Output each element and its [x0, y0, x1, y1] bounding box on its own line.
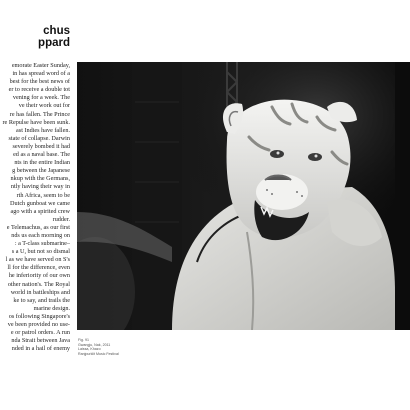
caption-credit: Laissa, Khazo: [78, 347, 101, 352]
photo-caption: [78, 338, 158, 356]
body-text-line: : a T-class submarine–: [14, 240, 70, 248]
body-text-line: rudder.: [52, 215, 70, 223]
body-text-line: ago with a spirited crew: [10, 207, 70, 215]
chapter-title-line-1: chus: [43, 25, 70, 37]
body-text-line: s a U, but not so dismal: [11, 248, 70, 256]
body-text-line: state of collapse. Darwin: [8, 134, 70, 142]
body-text-line: nts in the entire Indian: [14, 159, 70, 167]
caption-location: Gwangju, Nak, 2011: [78, 342, 111, 347]
body-text-line: ntly having their way in: [10, 183, 70, 191]
body-text-line: ll for the difference, even: [7, 264, 70, 272]
body-text-line: he inferiority of our own: [8, 272, 70, 280]
body-text-line: other nation's. The Royal: [7, 280, 70, 288]
body-text-line: severely bombed it had: [12, 142, 70, 150]
body-text-line: ed as a naval base. The: [13, 151, 70, 159]
body-text-line: vening for a week. The: [12, 94, 70, 102]
body-text-line: e or patrol orders. A run: [10, 329, 70, 337]
body-text-line: emorate Easter Sunday,: [11, 62, 70, 69]
body-text-line: in has spread word of a: [12, 70, 70, 78]
body-text-line: best for the best news of: [9, 78, 70, 86]
body-text-line: re Repulse have been sunk.: [2, 118, 70, 126]
body-text-line: world in battleships and: [10, 288, 70, 296]
body-text-line: e Telemachus, as our first: [6, 223, 70, 231]
body-text-line: nkup with the Germans,: [10, 175, 70, 183]
body-text-line: nded in a hail of enemy: [11, 345, 70, 353]
body-text-line: nda Strait between Java: [11, 337, 70, 345]
body-text-column: [0, 62, 70, 372]
body-text-line: re has fallen. The Prince: [9, 110, 70, 118]
body-text-line: g between the Japanese: [12, 167, 70, 175]
tiger-mascot-photo: [77, 62, 410, 330]
body-text-line: er to receive a double tot: [8, 86, 70, 94]
chapter-title-line-2: ppard: [38, 36, 70, 49]
body-text-line: nds us each morning on: [11, 231, 70, 239]
body-text-line: rth Africa, seem to be: [16, 191, 70, 199]
body-text-line: Dutch gunboat we came: [10, 199, 70, 207]
body-text-line: os following Singapore's: [8, 312, 70, 320]
body-text-line: ast Indies have fallen.: [16, 126, 70, 134]
chapter-title: [0, 26, 70, 49]
body-text-line: ve their work out for: [18, 102, 70, 110]
body-text-line: marine design.: [33, 304, 70, 312]
photograph: [77, 62, 410, 330]
body-text-line: ke to say, and trails the: [13, 296, 70, 304]
body-text-line: ve been provided no use-: [7, 321, 70, 328]
body-text-line: l as we have served on S's: [5, 256, 70, 264]
caption-figure-number: Fig. 91: [78, 338, 89, 342]
caption-event: Ranjpurklit Music Festival: [78, 351, 119, 356]
